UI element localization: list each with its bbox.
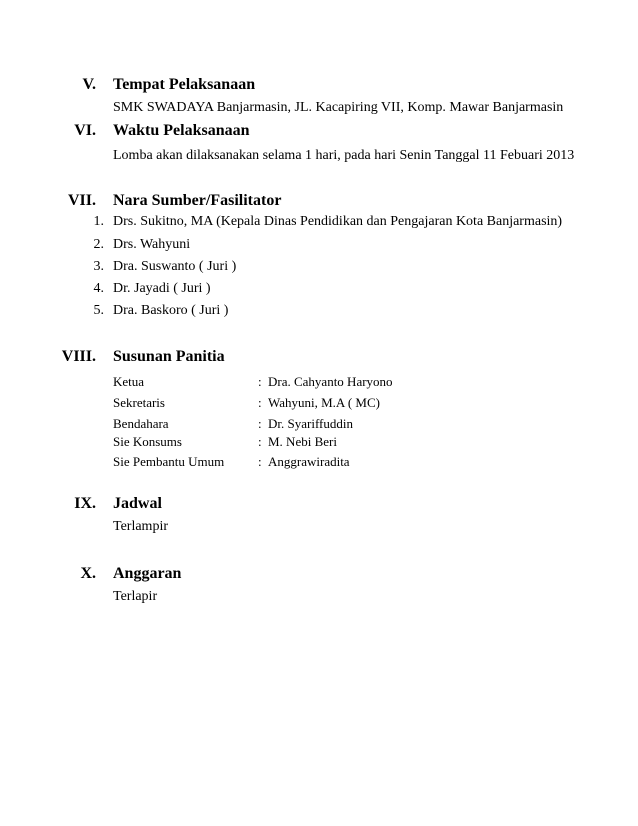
committee-role: Sekretaris [113, 395, 165, 410]
section-ix-number: IX. [74, 495, 96, 512]
list-item-number: 1. [93, 214, 104, 229]
committee-role: Ketua [113, 374, 145, 389]
section-x-title: Anggaran [113, 565, 182, 582]
section-x-number: X. [80, 565, 96, 582]
section-ix-text: Terlampir [113, 519, 168, 534]
section-v-text: SMK SWADAYA Banjarmasin, JL. Kacapiring VII, Komp. Mawar Banjarmasin [113, 100, 564, 115]
committee-role: Sie Pembantu Umum [113, 454, 225, 469]
section-viii-title: Susunan Panitia [113, 348, 225, 365]
list-item-number: 4. [93, 281, 104, 296]
section-v-number: V. [82, 76, 96, 93]
committee-role: Sie Konsums [113, 434, 182, 449]
section-x-text: Terlapir [113, 589, 158, 604]
committee-name: Anggrawiradita [268, 454, 350, 469]
section-ix-title: Jadwal [113, 495, 162, 512]
list-item-number: 3. [93, 259, 104, 274]
list-item-text: Drs. Wahyuni [113, 237, 191, 252]
committee-role: Bendahara [113, 416, 169, 431]
list-item-text: Drs. Sukitno, MA (Kepala Dinas Pendidikan dan Pengajaran Kota Banjarmasin) [113, 214, 563, 229]
committee-colon: : [258, 434, 262, 449]
list-item-text: Dr. Jayadi ( Juri ) [113, 281, 211, 296]
section-viii-number: VIII. [61, 348, 96, 365]
committee-name: M. Nebi Beri [268, 434, 337, 449]
list-item-number: 2. [93, 237, 104, 252]
committee-name: Dr. Syariffuddin [268, 416, 353, 431]
committee-colon: : [258, 454, 262, 469]
committee-colon: : [258, 395, 262, 410]
committee-colon: : [258, 374, 262, 389]
committee-colon: : [258, 416, 262, 431]
committee-name: Dra. Cahyanto Haryono [268, 374, 393, 389]
section-vii-title: Nara Sumber/Fasilitator [113, 192, 282, 209]
section-v-title: Tempat Pelaksanaan [113, 76, 256, 93]
list-item-text: Dra. Baskoro ( Juri ) [113, 303, 229, 318]
section-vii-number: VII. [67, 192, 96, 209]
section-vi-text: Lomba akan dilaksanakan selama 1 hari, pada hari Senin Tanggal 11 Febuari 2013 [113, 148, 575, 163]
section-vi-number: VI. [74, 122, 96, 139]
committee-name: Wahyuni, M.A ( MC) [268, 395, 380, 410]
list-item-text: Dra. Suswanto ( Juri ) [113, 259, 237, 274]
section-vi-title: Waktu Pelaksanaan [113, 122, 250, 139]
list-item-number: 5. [93, 303, 104, 318]
